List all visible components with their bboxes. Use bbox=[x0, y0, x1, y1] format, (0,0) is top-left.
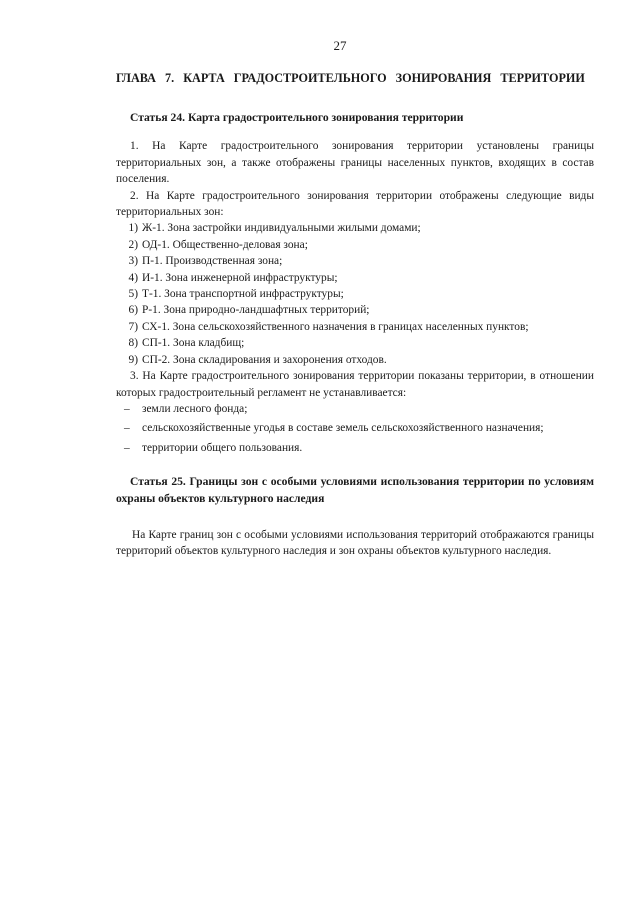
dash-bullet: – bbox=[124, 402, 130, 415]
zone-number: 7) bbox=[128, 320, 138, 333]
zone-number: 6) bbox=[128, 304, 138, 317]
article-24-paragraph-2: 2. На Карте градостроительного зонирования территории отображены следующие виды территориальных зон: bbox=[116, 189, 594, 219]
article-24-paragraph-1: 1. На Карте градостроительного зонирования территории установлены границы территориальных зон, а также отображены границы населенных пунктов, входящих в состав поселения. bbox=[116, 140, 594, 186]
article-25-title: Статья 25. Границы зон с особыми условиями использования территории по условиям охраны объектов культурного наследия bbox=[116, 475, 594, 505]
exclusion-list-item bbox=[124, 420, 594, 436]
zone-number: 9) bbox=[128, 353, 138, 366]
zone-text: СХ-1. Зона сельскохозяйственного назначения в границах населенных пунктов; bbox=[142, 320, 529, 333]
zone-text: Ж-1. Зона застройки индивидуальными жилыми домами; bbox=[142, 222, 421, 235]
zone-list bbox=[116, 220, 594, 368]
zone-list-item bbox=[120, 319, 594, 335]
zone-list-item bbox=[120, 220, 594, 236]
zone-list-item bbox=[120, 302, 594, 318]
zone-number: 5) bbox=[128, 288, 138, 301]
zone-list-item bbox=[120, 270, 594, 286]
zone-number: 3) bbox=[128, 255, 138, 268]
zone-number: 8) bbox=[128, 337, 138, 350]
zone-number: 1) bbox=[128, 222, 138, 235]
exclusion-text: территории общего пользования. bbox=[142, 441, 303, 454]
exclusion-list-item bbox=[124, 401, 594, 417]
exclusion-text: сельскохозяйственные угодья в составе земель сельскохозяйственного назначения; bbox=[142, 422, 544, 435]
zone-list-item bbox=[120, 335, 594, 351]
article-24-paragraph-3: 3. На Карте градостроительного зонирования территории показаны территории, в отношении которых градостроительный регламент не устанавливается: bbox=[116, 370, 594, 399]
chapter-title: ГЛАВА 7. КАРТА ГРАДОСТРОИТЕЛЬНОГО ЗОНИРОВАНИЯ ТЕРРИТОРИИ bbox=[116, 71, 585, 85]
zone-text: Т-1. Зона транспортной инфраструктуры; bbox=[142, 288, 344, 301]
zone-number: 4) bbox=[128, 271, 138, 284]
zone-list-item bbox=[120, 253, 594, 269]
zone-list-item bbox=[120, 352, 594, 368]
zone-text: СП-1. Зона кладбищ; bbox=[142, 337, 245, 350]
zone-list-item bbox=[120, 237, 594, 253]
exclusion-list-item bbox=[124, 440, 594, 456]
article-25-paragraph-1: На Карте границ зон с особыми условиями использования территорий отображаются границы территорий объектов культурного наследия и зон охраны объектов культурного наследия. bbox=[116, 528, 594, 558]
article-24-title: Статья 24. Карта градостроительного зонирования территории bbox=[130, 111, 464, 124]
zone-list-item bbox=[120, 286, 594, 302]
zone-text: ОД-1. Общественно-деловая зона; bbox=[142, 238, 308, 251]
zone-number: 2) bbox=[128, 238, 138, 251]
exclusion-list bbox=[116, 401, 594, 456]
zone-text: Р-1. Зона природно-ландшафтных территорий; bbox=[142, 304, 370, 317]
zone-text: П-1. Производственная зона; bbox=[142, 255, 283, 268]
zone-text: И-1. Зона инженерной инфраструктуры; bbox=[142, 271, 338, 284]
zone-text: СП-2. Зона складирования и захоронения отходов. bbox=[142, 353, 387, 366]
page-number: 27 bbox=[333, 38, 347, 53]
page-content bbox=[116, 70, 594, 560]
dash-bullet: – bbox=[124, 441, 130, 454]
dash-bullet: – bbox=[124, 422, 130, 435]
exclusion-text: земли лесного фонда; bbox=[142, 402, 248, 415]
